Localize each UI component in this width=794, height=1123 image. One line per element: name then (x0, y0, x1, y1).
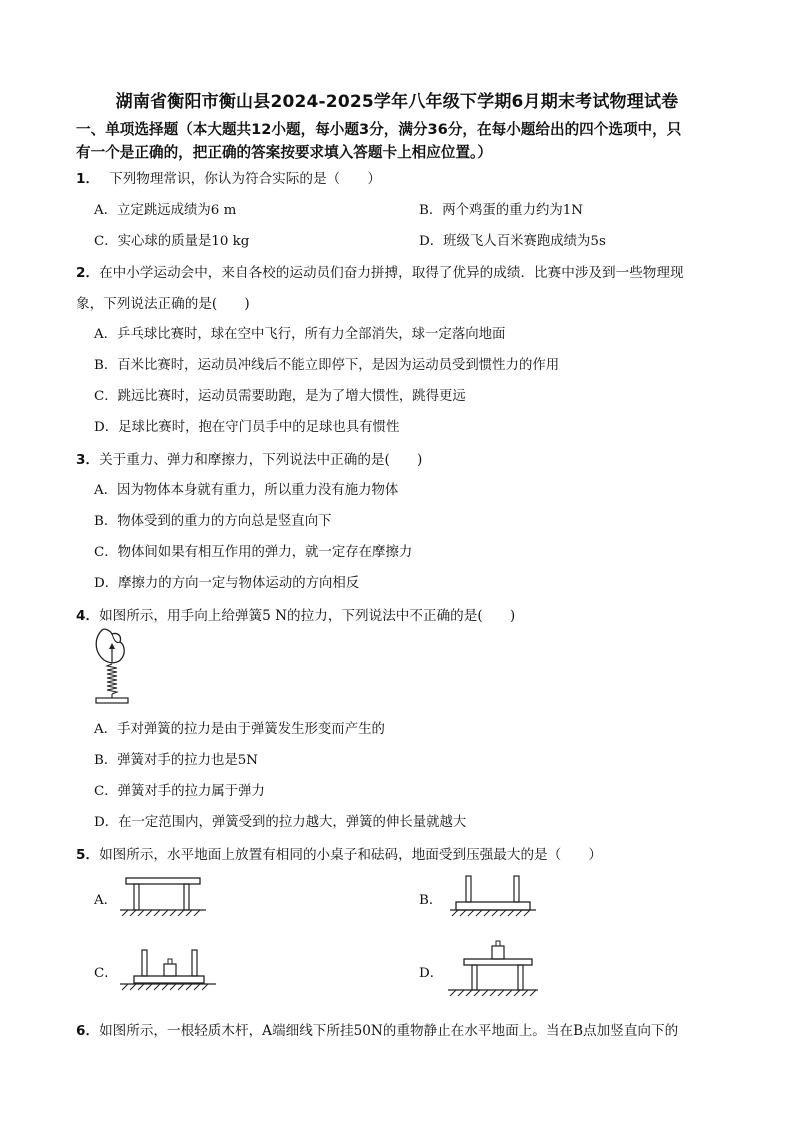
table-inverted-figure (446, 872, 540, 918)
table-upright-weight-figure (446, 940, 540, 998)
question-5-option-a: A． (94, 893, 118, 908)
question-2-option-d: D．足球比赛时，抱在守门员手中的足球也具有惯性 (94, 420, 400, 435)
question-4-option-a: A．手对弹簧的拉力是由于弹簧发生形变而产生的 (94, 722, 385, 737)
table-inverted-weight-figure (116, 946, 220, 992)
question-5-option-c: C． (94, 966, 118, 981)
question-text: 如图所示，用手向上给弹簧5 N的拉力，下列说法中不正确的是( ) (99, 608, 516, 624)
question-5-option-b: B． (419, 893, 443, 908)
question-3-option-d: D．摩擦力的方向一定与物体运动的方向相反 (94, 576, 360, 591)
question-4-option-d: D．在一定范围内，弹簧受到的拉力越大，弹簧的伸长量就越大 (94, 815, 467, 830)
question-3-option-c: C．物体间如果有相互作用的弹力，就一定存在摩擦力 (94, 545, 413, 560)
page-title: 湖南省衡阳市衡山县2024-2025学年八年级下学期6月期末考试物理试卷 (115, 92, 679, 112)
question-1-option-a: A．立定跳远成绩为6 m (94, 203, 237, 218)
section-heading-line2: 有一个是正确的，把正确的答案按要求填入答题卡上相应位置。） (76, 144, 492, 161)
question-2-stem-line2: 象，下列说法正确的是( ) (76, 296, 250, 312)
question-3-option-b: B．物体受到的重力的方向总是竖直向下 (94, 514, 332, 529)
question-number: 5． (76, 847, 100, 863)
question-5-stem (76, 843, 602, 863)
question-number: 3． (76, 452, 100, 468)
question-3-option-a: A．因为物体本身就有重力，所以重力没有施力物体 (94, 483, 399, 498)
question-number: 6． (76, 1023, 100, 1039)
question-number: 1． (76, 171, 100, 187)
question-6-stem (76, 1019, 678, 1039)
question-4-option-b: B．弹簧对手的拉力也是5N (94, 753, 258, 768)
question-number: 2． (76, 265, 100, 281)
question-text: 关于重力、弹力和摩擦力，下列说法中正确的是( ) (99, 452, 423, 468)
question-number: 4． (76, 608, 100, 624)
question-2-option-c: C．跳远比赛时，运动员需要助跑，是为了增大惯性，跳得更远 (94, 389, 466, 404)
question-1-option-b: B．两个鸡蛋的重力约为1N (419, 203, 583, 218)
question-text: 下列物理常识，你认为符合实际的是（ ） (109, 171, 381, 187)
table-upright-figure (116, 872, 210, 918)
question-3-stem (76, 448, 422, 468)
question-4-stem (76, 604, 515, 624)
question-text: 在中小学运动会中，来自各校的运动员们奋力拼搏，取得了优异的成绩．比赛中涉及到一些物理现 (99, 265, 684, 281)
question-2-option-a: A．乒乓球比赛时，球在空中飞行，所有力全部消失，球一定落向地面 (94, 327, 506, 342)
question-2-option-b: B．百米比赛时，运动员冲线后不能立即停下，是因为运动员受到惯性力的作用 (94, 358, 560, 373)
spring-hand-figure (90, 628, 136, 712)
question-text: 如图所示，一根轻质木杆，A端细线下所挂50N的重物静止在水平地面上。当在B点加竖直向下的 (99, 1023, 679, 1039)
section-heading-line1: 一、单项选择题（本大题共12小题，每小题3分，满分36分，在每小题给出的四个选项中，只 (76, 121, 682, 138)
question-text: 如图所示，水平地面上放置有相同的小桌子和砝码，地面受到压强最大的是（ ） (99, 847, 603, 863)
question-2-stem (76, 261, 684, 281)
question-5-option-d: D． (419, 966, 444, 981)
question-1-stem (76, 167, 381, 187)
question-1-option-d: D．班级飞人百米赛跑成绩为5s (419, 234, 606, 249)
question-1-option-c: C．实心球的质量是10 kg (94, 234, 250, 249)
question-4-option-c: C．弹簧对手的拉力属于弹力 (94, 784, 265, 799)
